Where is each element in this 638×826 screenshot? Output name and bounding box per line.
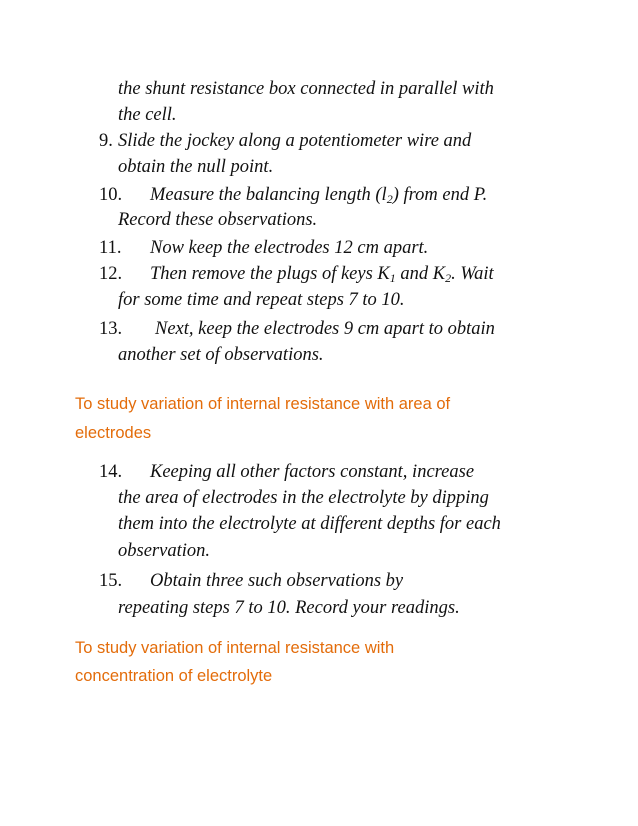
step-10-line-1 [150, 184, 487, 206]
step-15-number: 15. [99, 571, 123, 591]
step-11-line-1: Now keep the electrodes 12 cm apart. [150, 238, 429, 258]
step-14-line-4: observation. [118, 541, 210, 561]
step-9-line-1: Slide the jockey along a potentiometer wire and [118, 131, 472, 151]
step-14-line-2: the area of electrodes in the electrolyte by dipping [118, 488, 489, 508]
step-12-text-b: and K [395, 264, 446, 284]
step-15-line-2: repeating steps 7 to 10. Record your readings. [118, 598, 460, 618]
step-13-line-2: another set of observations. [118, 345, 324, 365]
step-10-text-b: ) from end P. [392, 185, 488, 205]
step-14-line-1: Keeping all other factors constant, increase [150, 462, 475, 482]
heading-area-line-2: electrodes [75, 424, 152, 442]
step-10-number: 10. [99, 185, 123, 205]
step-9-line-2: obtain the null point. [118, 157, 274, 177]
step-11-number: 11. [99, 238, 122, 258]
step-10-subscript: 2 [386, 192, 393, 206]
step-12-line-2: for some time and repeat steps 7 to 10. [118, 290, 405, 310]
step-10-line-2: Record these observations. [118, 210, 318, 230]
step-13-line-1: Next, keep the electrodes 9 cm apart to obtain [155, 319, 495, 339]
step-12-subscript-1: 1 [389, 271, 396, 285]
intro-line-2: the cell. [118, 105, 177, 125]
step-12-subscript-2: 2 [445, 271, 452, 285]
step-12-text-c: . Wait [451, 264, 494, 284]
heading-concentration-line-1: To study variation of internal resistance with [75, 639, 395, 657]
step-10-text-a: Measure the balancing length (l [150, 185, 387, 205]
step-15-line-1: Obtain three such observations by [150, 571, 404, 591]
step-14-number: 14. [99, 462, 123, 482]
heading-area-line-1: To study variation of internal resistance with area of [75, 395, 451, 413]
step-13-number: 13. [99, 319, 123, 339]
heading-concentration-line-2: concentration of electrolyte [75, 667, 273, 685]
step-12-text-a: Then remove the plugs of keys K [150, 264, 390, 284]
step-14-line-3: them into the electrolyte at different depths for each [118, 514, 501, 534]
intro-line-1: the shunt resistance box connected in parallel with [118, 79, 494, 99]
step-12-number: 12. [99, 264, 123, 284]
step-9-number: 9. [99, 131, 113, 151]
step-12-line-1 [150, 263, 494, 285]
